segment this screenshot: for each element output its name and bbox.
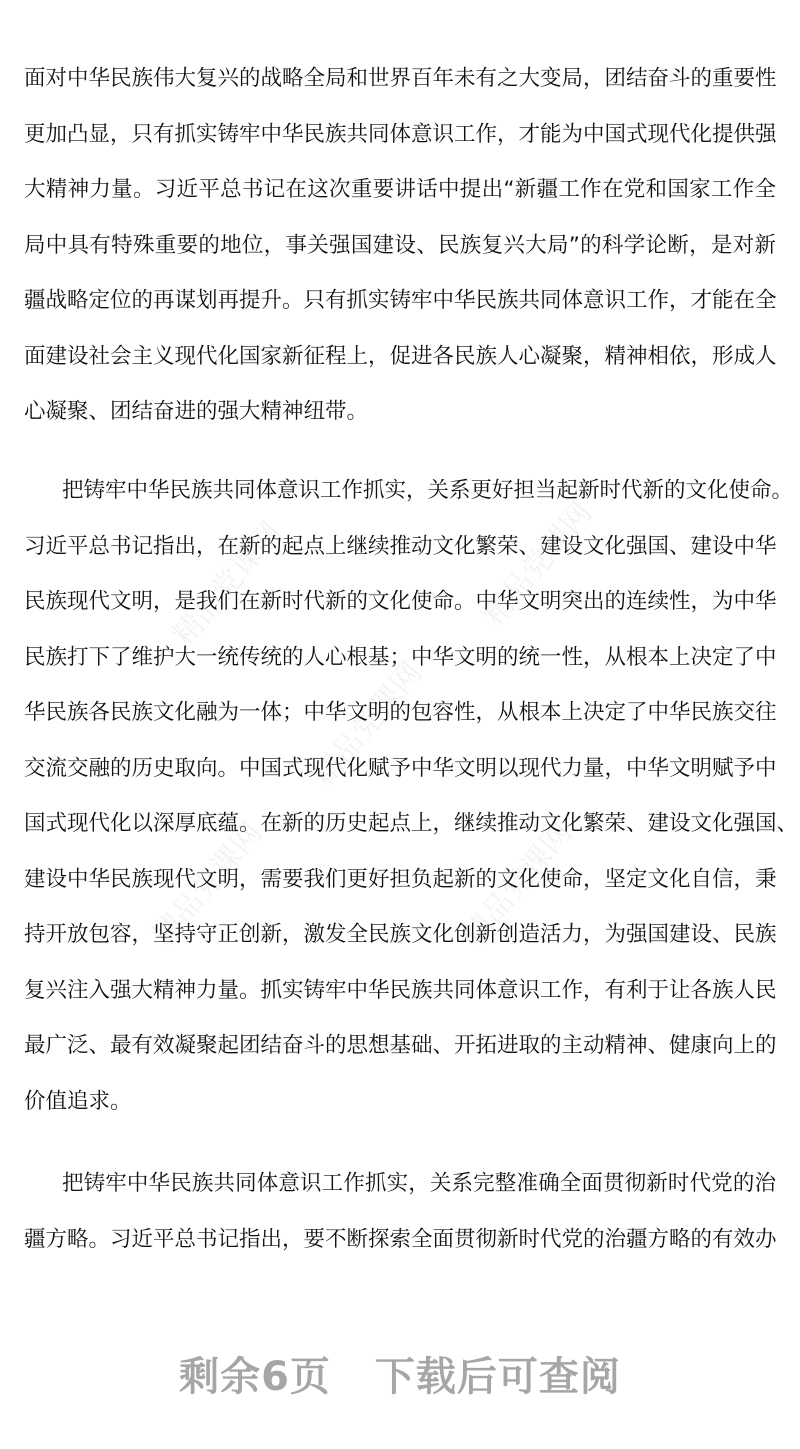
text-line: 面建设社会主义现代化国家新征程上，促进各民族人心凝聚，精神相依，形成人 [24,343,777,369]
text-line: 建设中华民族现代文明，需要我们更好担负起新的文化使命，坚定文化自信，秉 [24,866,777,892]
text-line: 民族现代文明，是我们在新时代新的文化使命。中华文明突出的连续性，为中华 [24,589,777,614]
text-line: 面对中华民族伟大复兴的战略全局和世界百年未有之大变局，团结奋斗的重要性 [24,66,777,91]
text-line: 价值追求。 [24,1088,132,1114]
download-to-view-label: 下载后可查阅 [374,1354,621,1400]
watermark: 精品党课网 [146,815,270,953]
remaining-pages-label: 剩余6页 [179,1354,331,1400]
text-line: 心凝聚、团结奋进的强大精神纽带。 [24,399,369,424]
watermark: 精品党课网 [306,655,430,793]
text-line: 持开放包容，坚持守正创新，激发全民族文化创新创造活力，为强国建设、民族 [24,922,777,947]
watermark: 精品党课网 [166,515,290,653]
text-line: 把铸牢中华民族共同体意识工作抓实，关系完整准确全面贯彻新时代党的治 [62,1171,776,1196]
text-line: 最广泛、最有效凝聚起团结奋斗的思想基础、开拓进取的主动精神、健康向上的 [24,1033,777,1058]
text-line: 国式现代化以深厚底蕴。在新的历史起点上，继续推动文化繁荣、建设文化强国、 [24,811,799,836]
text-line: 疆战略定位的再谋划再提升。只有抓实铸牢中华民族共同体意识工作，才能在全 [24,288,777,313]
text-line: 更加凸显，只有抓实铸牢中华民族共同体意识工作，才能为中国式现代化提供强 [24,121,777,147]
text-line: 复兴注入强大精神力量。抓实铸牢中华民族共同体意识工作，有利于让各族人民 [24,977,777,1003]
download-prompt[interactable] [0,1345,800,1402]
text-line: 华民族各民族文化融为一体；中华文明的包容性，从根本上决定了中华民族交往 [24,700,777,725]
text-line: 疆方略。习近平总书记指出，要不断探索全面贯彻新时代党的治疆方略的有效办 [24,1226,777,1252]
text-line: 民族打下了维护大一统传统的人心根基；中华文明的统一性，从根本上决定了中 [24,644,777,670]
text-line: 大精神力量。习近平总书记在这次重要讲话中提出“新疆工作在党和国家工作全 [24,177,776,202]
text-line: 交流交融的历史取向。中国式现代化赋予中华文明以现代力量，中华文明赋予中 [24,755,777,781]
text-line: 习近平总书记指出，在新的起点上继续推动文化繁荣、建设文化强国、建设中华 [24,533,777,559]
watermark: 精品党课网 [456,815,580,953]
text-line: 把铸牢中华民族共同体意识工作抓实，关系更好担当起新时代新的文化使命。 [62,478,794,503]
text-line: 局中具有特殊重要的地位，事关强国建设、民族复兴大局”的科学论断，是对新 [24,232,776,258]
watermark: 精品党课网 [476,495,600,633]
